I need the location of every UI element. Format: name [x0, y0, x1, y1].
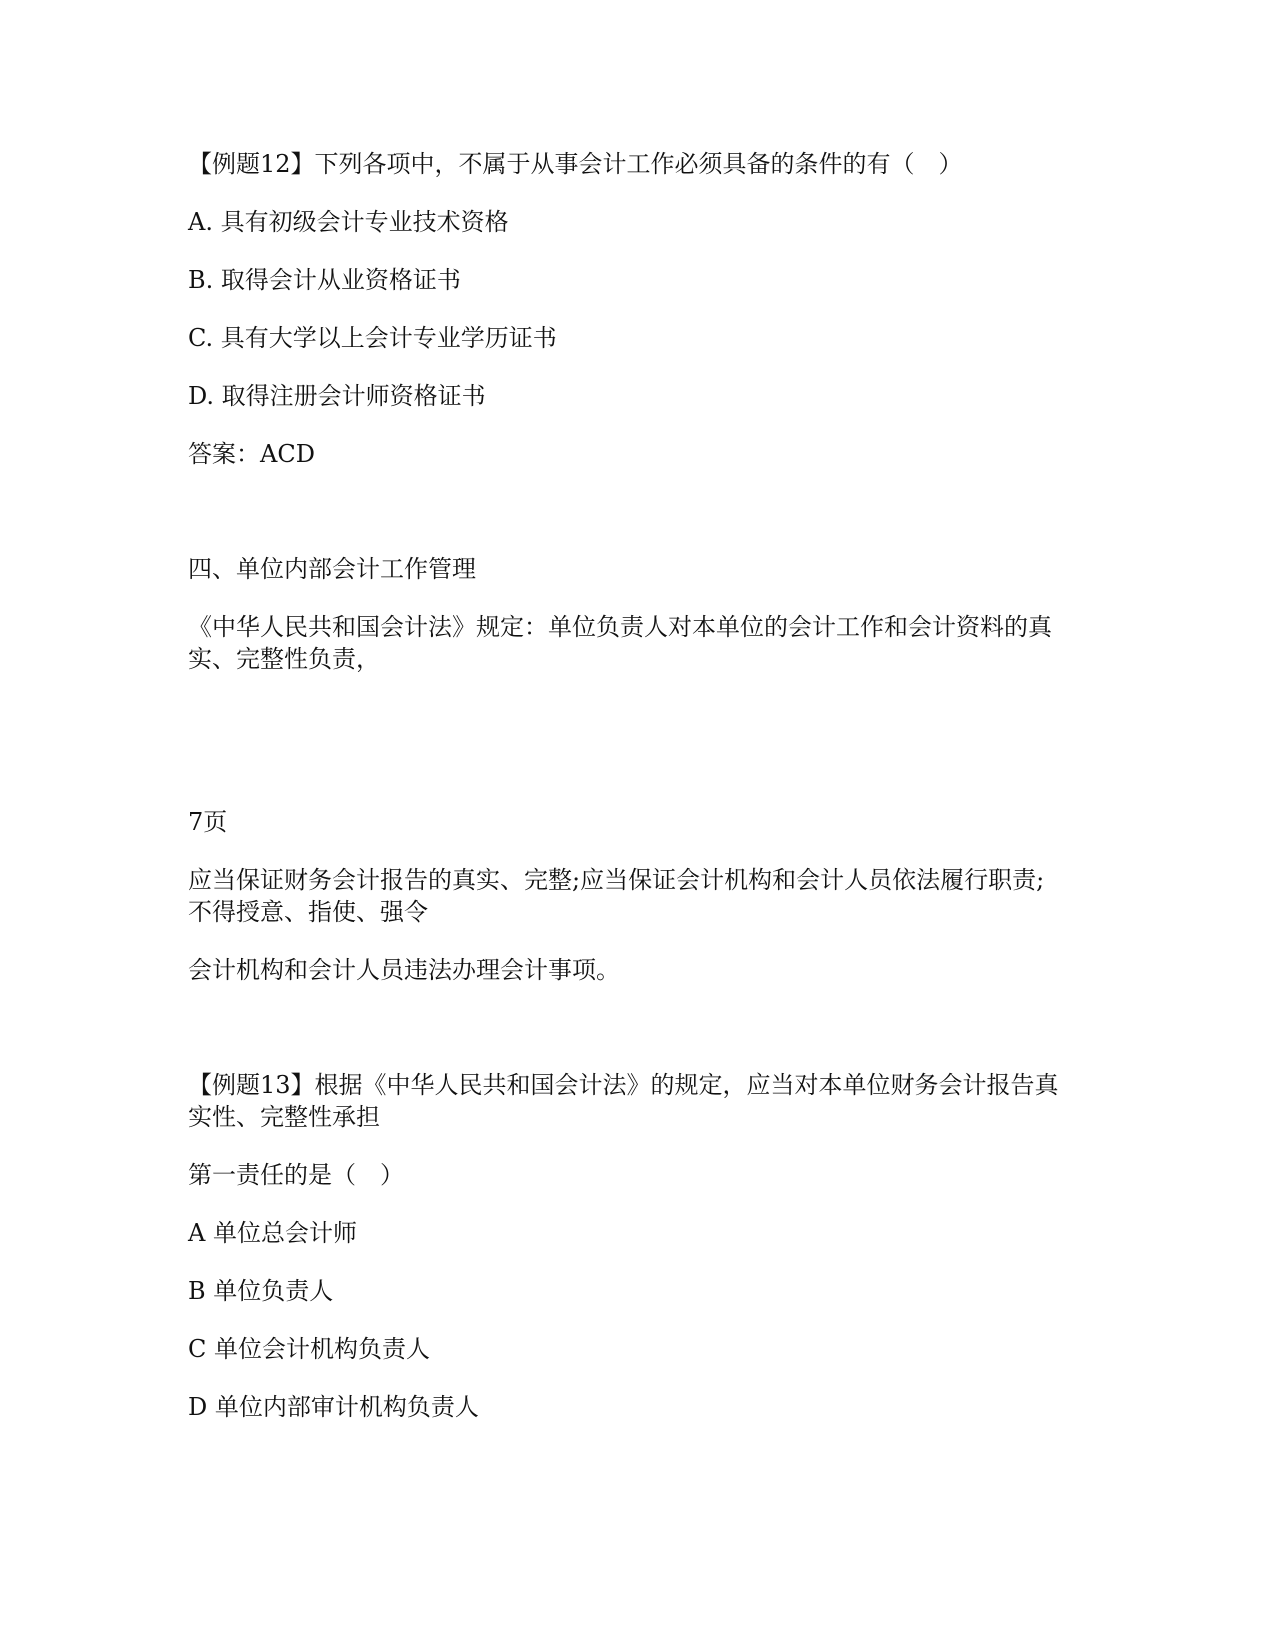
example13-option-b: B 单位负责人 [188, 1277, 334, 1305]
example13-question-line2: 实性、完整性承担 [188, 1103, 380, 1131]
example12-option-a: A. 具有初级会计专业技术资格 [188, 208, 509, 236]
page-number: 7页 [188, 808, 228, 836]
continuation-line2: 不得授意、指使、强令 [188, 898, 428, 926]
example12-question: 【例题12】下列各项中，不属于从事会计工作必须具备的条件的有（ ） [188, 150, 963, 178]
example12-answer: 答案：ACD [188, 440, 315, 468]
section4-paragraph-line2: 实、完整性负责， [188, 645, 380, 673]
example13-option-d: D 单位内部审计机构负责人 [188, 1393, 479, 1421]
example12-option-c: C. 具有大学以上会计专业学历证书 [188, 324, 557, 352]
section4-paragraph-line1: 《中华人民共和国会计法》规定：单位负责人对本单位的会计工作和会计资料的真 [188, 613, 1052, 641]
example13-option-a: A 单位总会计师 [188, 1219, 357, 1247]
example12-option-d: D. 取得注册会计师资格证书 [188, 382, 486, 410]
continuation-line3: 会计机构和会计人员违法办理会计事项。 [188, 956, 620, 984]
continuation-line1: 应当保证财务会计报告的真实、完整;应当保证会计机构和会计人员依法履行职责; [188, 866, 1045, 894]
example13-option-c: C 单位会计机构负责人 [188, 1335, 430, 1363]
example12-option-b: B. 取得会计从业资格证书 [188, 266, 461, 294]
example13-question-line1: 【例题13】根据《中华人民共和国会计法》的规定，应当对本单位财务会计报告真 [188, 1071, 1059, 1099]
example13-question-line3: 第一责任的是（ ） [188, 1161, 404, 1189]
section4-heading: 四、单位内部会计工作管理 [188, 555, 476, 583]
